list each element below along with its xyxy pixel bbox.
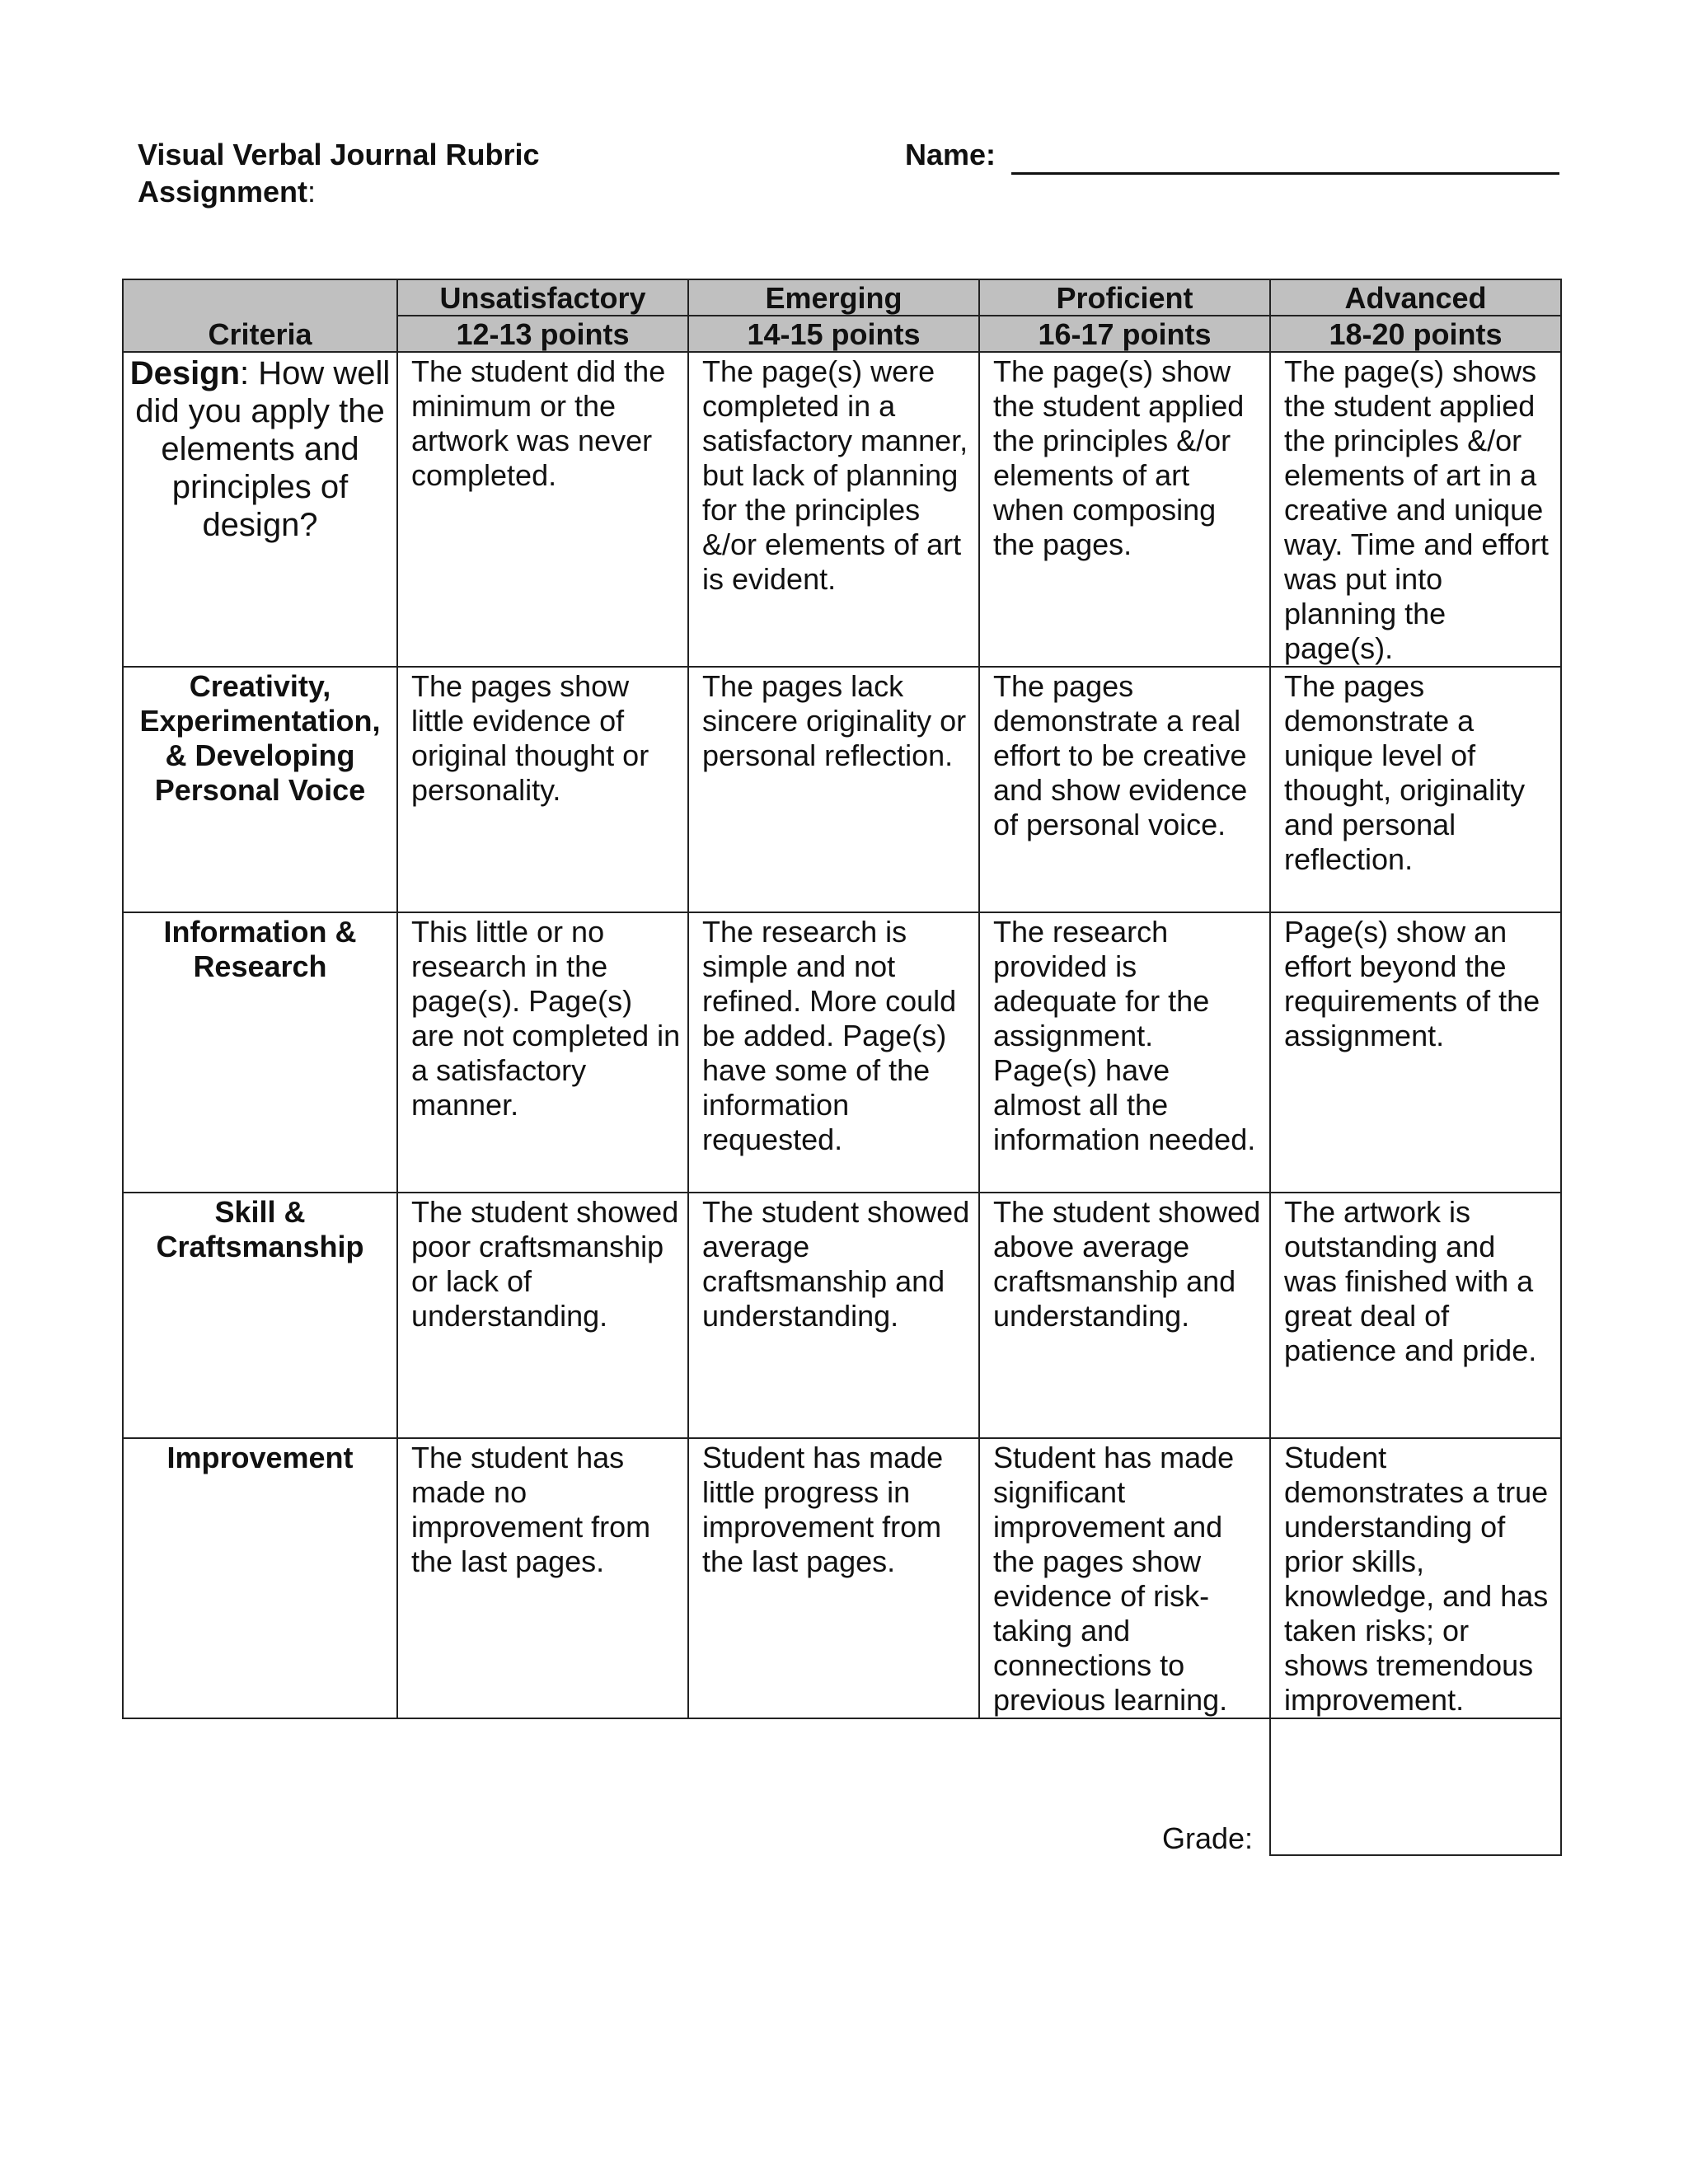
level-points-proficient: 16-17 points [979, 316, 1270, 352]
grade-box[interactable] [1269, 1715, 1562, 1856]
name-label: Name: [905, 138, 996, 171]
table-cell: The student did the minimum or the artwork was never completed. [397, 352, 688, 667]
table-cell: Student has made little progress in improvement from the last pages. [688, 1438, 979, 1718]
table-cell: Student has made significant improvement and the pages show evidence of risk-taking and connections to previous learning. [979, 1438, 1270, 1718]
criteria-cell-creativity: Creativity, Experimentation, & Developing Personal Voice [123, 667, 397, 912]
table-cell: The student showed poor craftsmanship or lack of understanding. [397, 1193, 688, 1438]
criteria-cell-skill: Skill & Craftsmanship [123, 1193, 397, 1438]
criteria-design-question: : How well did you apply the elements and principles of design? [135, 355, 391, 543]
table-cell: The pages demonstrate a real effort to be creative and show evidence of personal voice. [979, 667, 1270, 912]
level-name-row [123, 279, 1561, 316]
table-cell: This little or no research in the page(s). Page(s) are not completed in a satisfactory manner. [397, 912, 688, 1193]
level-points-emerging: 14-15 points [688, 316, 979, 352]
table-cell: The page(s) shows the student applied the principles &/or elements of art in a creative and unique way. Time and effort was put into planning the page(s). [1270, 352, 1561, 667]
level-name-unsatisfactory: Unsatisfactory [397, 279, 688, 316]
criteria-cell-design [123, 352, 397, 667]
table-cell: The student showed average craftsmanship and understanding. [688, 1193, 979, 1438]
table-cell: Student demonstrates a true understanding of prior skills, knowledge, and has taken risks; or shows tremendous improvement. [1270, 1438, 1561, 1718]
criteria-cell-research: Information & Research [123, 912, 397, 1193]
level-name-advanced: Advanced [1270, 279, 1561, 316]
table-cell: The research provided is adequate for the assignment. Page(s) have almost all the information needed. [979, 912, 1270, 1193]
table-cell: The student has made no improvement from the last pages. [397, 1438, 688, 1718]
table-row [123, 1438, 1561, 1718]
table-cell: The research is simple and not refined. More could be added. Page(s) have some of the information requested. [688, 912, 979, 1193]
table-cell: The student showed above average craftsmanship and understanding. [979, 1193, 1270, 1438]
table-cell: Page(s) show an effort beyond the requirements of the assignment. [1270, 912, 1561, 1193]
document-header [138, 136, 540, 210]
table-cell: The artwork is outstanding and was finished with a great deal of patience and pride. [1270, 1193, 1561, 1438]
table-row [123, 912, 1561, 1193]
rubric-title: Visual Verbal Journal Rubric [138, 138, 540, 171]
assignment-colon: : [307, 175, 316, 209]
criteria-cell-improvement: Improvement [123, 1438, 397, 1718]
name-field-line[interactable] [1011, 172, 1559, 175]
level-name-emerging: Emerging [688, 279, 979, 316]
grade-label: Grade: [1162, 1821, 1254, 1855]
level-points-advanced: 18-20 points [1270, 316, 1561, 352]
table-cell: The pages demonstrate a unique level of thought, originality and personal reflection. [1270, 667, 1561, 912]
table-cell: The page(s) were completed in a satisfactory manner, but lack of planning for the principles &/or elements of art is evident. [688, 352, 979, 667]
assignment-line [138, 173, 540, 210]
table-cell: The pages show little evidence of original thought or personality. [397, 667, 688, 912]
assignment-label: Assignment [138, 175, 308, 209]
level-points-unsatisfactory: 12-13 points [397, 316, 688, 352]
table-cell: The pages lack sincere originality or personal reflection. [688, 667, 979, 912]
criteria-design-lead: Design [129, 355, 241, 391]
table-cell: The page(s) show the student applied the principles &/or elements of art when composing the pages. [979, 352, 1270, 667]
table-row [123, 1193, 1561, 1438]
rubric-table [122, 279, 1562, 1719]
criteria-header: Criteria [123, 279, 397, 352]
table-row [123, 667, 1561, 912]
level-name-proficient: Proficient [979, 279, 1270, 316]
table-row [123, 352, 1561, 667]
